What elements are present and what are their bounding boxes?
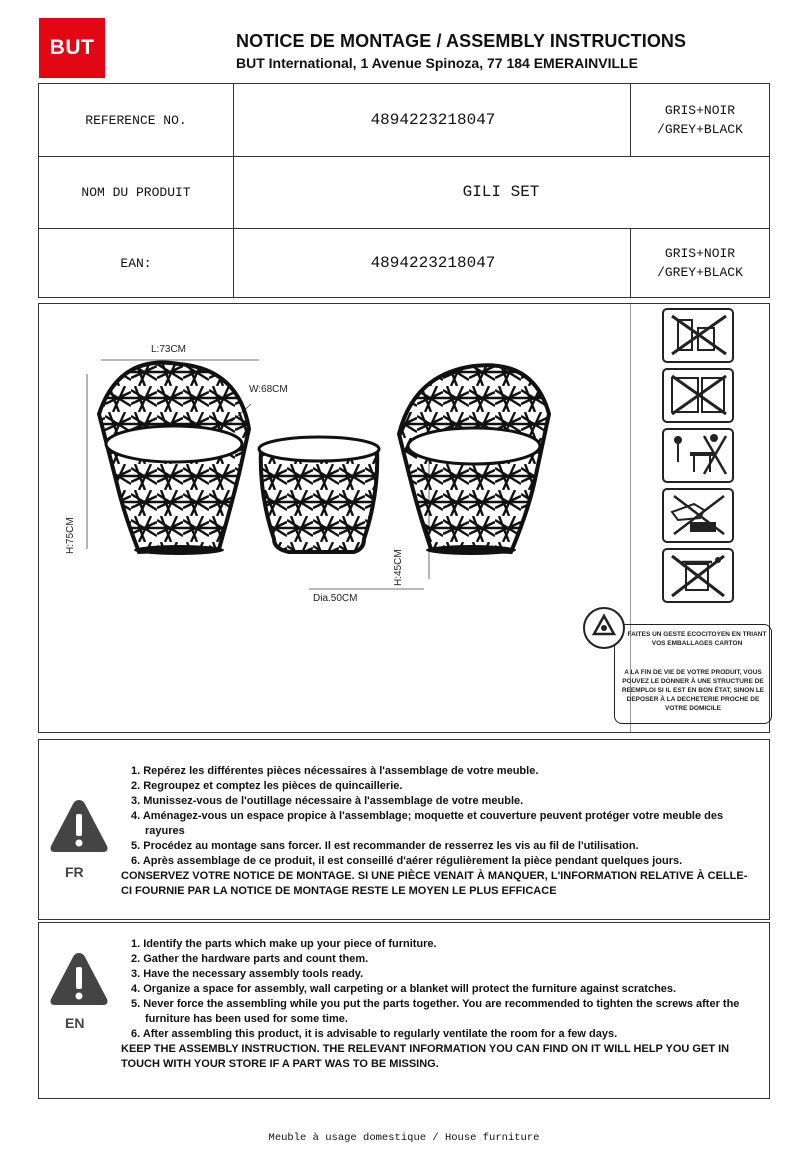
table-height-label: H:45CM [393,549,404,586]
fr-step-4: 4. Aménagez-vous un espace propice à l'assemblage; moquette et couverture peuvent protéger votre meuble des rayures [131,810,724,837]
chair-height-label: H:75CM [65,517,76,554]
no-outdoor-storage-icon [662,368,734,423]
en-note: KEEP THE ASSEMBLY INSTRUCTION. THE RELEVANT INFORMATION YOU CAN FIND ON IT WILL HELP YOU GET IN TOUCH WITH YOUR STORE IF A PART WAS TO BE MISSING. [121,1043,730,1070]
no-power-tools-icon [662,488,734,543]
logo-text: BUT [49,36,95,59]
reference-value: 4894223218047 [370,111,496,129]
reference-row [39,84,769,157]
left-chair [99,363,249,555]
product-value: GILI SET [462,183,540,201]
reference-label: REFERENCE NO. [39,84,234,156]
product-label: NOM DU PRODUIT [39,156,234,228]
fr-step-6: 6. Après assemblage de ce produit, il est conseillé d'aérer régulièrement la pièce pendant quelques jours. [131,855,683,867]
furniture-drawing [79,334,639,644]
en-language-label: EN [65,1015,85,1031]
eco-recycling-label [594,604,774,730]
fr-step-3: 3. Munissez-vous de l'outillage nécessaire à l'assemblage de votre meuble. [131,795,524,807]
but-logo [39,18,105,78]
page-title: NOTICE DE MONTAGE / ASSEMBLY INSTRUCTIONS [236,31,687,51]
fr-language-label: FR [65,864,84,880]
diameter-label: Dia.50CM [313,593,358,604]
en-step-2: 2. Gather the hardware parts and count them. [131,953,369,965]
fr-note: CONSERVEZ VOTRE NOTICE DE MONTAGE. SI UNE PIÈCE VENAIT À MANQUER, L'INFORMATION RELATIVE À CELLE-CI FOURNIE PAR LA NOTICE DE MONTAGE RESTE LE MOYEN LE PLUS EFFICACE [121,870,748,897]
warning-icon-en [47,949,111,1009]
eco-top-text: FAITES UN GESTE ECOCITOYEN EN TRIANT VOS EMBALLAGES CARTON [627,631,767,647]
product-info-table [38,83,770,298]
ean-label: EAN: [39,228,234,298]
product-row [39,156,769,229]
warning-icon-fr [47,796,111,856]
en-instructions-box [38,922,770,1099]
fr-step-5: 5. Procédez au montage sans forcer. Il est recommander de resserrez les vis au fil de l'utilisation. [131,840,639,852]
footer-text: Meuble à usage domestique / House furniture [268,1132,540,1144]
length-label: L:73CM [151,344,187,355]
en-step-3: 3. Have the necessary assembly tools ready. [131,968,364,980]
fr-instruction-list [123,764,749,899]
width-label: W:68CM [249,384,288,395]
side-table [259,437,379,552]
fr-step-2: 2. Regroupez et comptez les pièces de quincaillerie. [131,780,403,792]
ean-value: 4894223218047 [370,254,496,272]
reference-color: GRIS+NOIR /GREY+BLACK [630,84,769,156]
no-standing-on-furniture-icon [662,428,734,483]
fr-step-1: 1. Repérez les différentes pièces nécessaires à l'assemblage de votre meuble. [131,765,539,777]
en-step-6: 6. After assembling this product, it is advisable to regularly ventilate the room for a few days. [131,1028,618,1040]
eco-bottom-text: A LA FIN DE VIE DE VOTRE PRODUIT, VOUS POUVEZ LE DONNER À UNE STRUCTURE DE REEMPLOI SI IL EST EN BON ÉTAT, SINON LE DEPOSER À LA DECHETERIE PROCHE DE VOTRE DOMICILE [621,669,765,712]
ean-color: GRIS+NOIR /GREY+BLACK [630,228,769,298]
fr-instructions-box [38,739,770,920]
product-illustration-box [38,303,770,733]
en-step-1: 1. Identify the parts which make up your piece of furniture. [131,938,437,950]
weee-crossed-bin-icon [662,548,734,603]
recycling-icon [582,604,626,652]
en-step-4: 4. Organize a space for assembly, wall carpeting or a blanket will protect the furniture against scratches. [131,983,677,995]
ean-row [39,228,769,298]
en-instruction-list [123,937,749,1072]
right-chair [399,365,549,555]
no-chemical-cleaner-icon [662,308,734,363]
company-address: BUT International, 1 Avenue Spinoza, 77 184 EMERAINVILLE [236,55,638,71]
en-step-5: 5. Never force the assembling while you put the parts together. You are recommended to tighten the screws after the furniture has been used for some time. [131,998,740,1025]
